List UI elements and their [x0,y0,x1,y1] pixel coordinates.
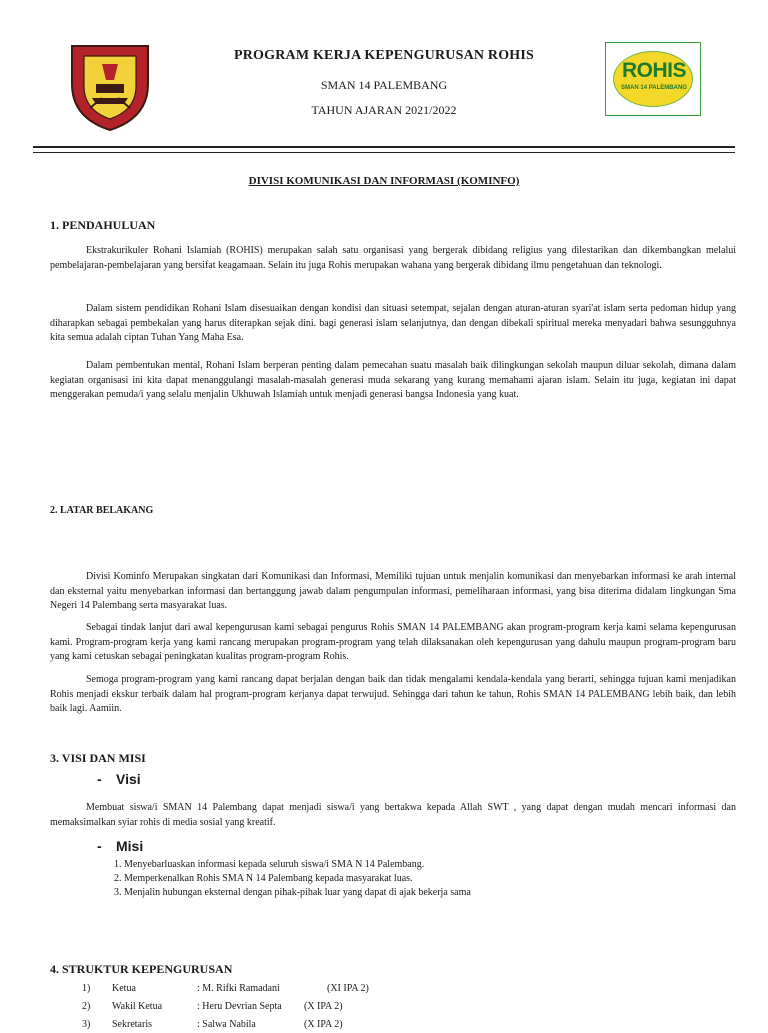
document-title: PROGRAM KERJA KEPENGURUSAN ROHIS [233,48,535,63]
org-row [82,983,642,997]
school-name: SMAN 14 PALEMBANG [320,78,448,92]
org-row [82,1019,642,1033]
misi-list-item: 3. Menjalin hubungan eksternal dengan pihak-pihak luar yang dapat di ajak bekerja sama [114,887,471,898]
org-number: 1) [82,983,91,994]
paragraph: Semoga program-program yang kami rancang dapat berjalan dengan baik dan tidak mengalami kendala-kendala yang berarti, sehingga tujuan kami menjadikan Rohis menjadi ekskur terbaik dalam hal program-program kerjanya dapat terwujud. Sehingga dari tahun ke tahun, Rohis SMAN 14 PALEMBANG lebih baik, dan lebih baik lagi. Aamiin. [50,674,736,714]
misi-dash: - [97,838,102,854]
misi-list-item: 1. Menyebarluaskan informasi kepada seluruh siswa/i SMA N 14 Palembang. [114,859,425,870]
org-name: : M. Rifki Ramadani [197,983,280,994]
section-heading-visi-misi: 3. VISI DAN MISI [50,751,146,765]
org-name: : Salwa Nabila [197,1019,256,1030]
paragraph: Dalam pembentukan mental, Rohani Islam berperan penting dalam pemecahan suatu masalah baik dilingkungan sekolah maupun diluar sekolah, dimana dalam kegiatan organisasi ini kita dapat menanggulangi masalah-masalah generasi muda sekarang yang kurang memahami ajaran islam. Selain itu juga, kegiatan ini dapat menggerakan pemuda/i yang selalu menjalin Ukhuwah Islamiah untuk menjadi generasi bangsa Indonesia yang kuat. [50,360,736,400]
org-row [82,1001,642,1015]
org-role: Ketua [112,983,136,994]
academic-year: TAHUN AJARAN 2021/2022 [311,103,457,117]
section-heading-struktur: 4. STRUKTUR KEPENGURUSAN [50,962,233,976]
org-role: Wakil Ketua [112,1001,163,1012]
visi-paragraph: Membuat siswa/i SMAN 14 Palembang dapat menjadi siswa/i yang bertakwa kepada Allah SWT , yang dapat dengan mudah mencari informasi dan memaksimalkan syiar rohis di media sosial yang kreatif. [50,802,736,828]
header-divider-thick [33,146,735,148]
rohis-logo [605,42,701,116]
org-number: 2) [82,1001,91,1012]
section-heading-latar-belakang: 2. LATAR BELAKANG [50,505,154,516]
section-heading-pendahuluan: 1. PENDAHULUAN [50,218,156,232]
paragraph: Dalam sistem pendidikan Rohani Islam disesuaikan dengan kondisi dan situasi setempat, sejalan dengan aturan-aturan syari'at islam serta pedoman hidup yang diharapkan sebagai pembekalan yang harus diterapkan sejak dini. bagi generasi islam selanjutnya, dan dengan dibekali spiritual mereka menyadari bahwa sesungguhnya kita semua adalah ciptan Tuhan Yang Maha Esa. [50,303,736,343]
paragraph: Sebagai tindak lanjut dari awal kepengurusan kami sebagai pengurus Rohis SMAN 14 PALEMBANG akan program-program kerja kami selama kepengurusan kami. Program-program kerja yang kami rancang merupakan program-program yang telah dilaksanakan oleh kepengurusan yang dahulu maupun program-program baru yang kami cetuskan sebagai peningkatan kualitas program-program Rohis. [50,622,736,662]
org-class: (X IPA 2) [304,1019,343,1030]
misi-list-item: 2. Memperkenalkan Rohis SMA N 14 Palembang kepada masyarakat luas. [114,873,413,884]
division-title: DIVISI KOMUNIKASI DAN INFORMASI (KOMINFO) [248,175,520,187]
org-name: : Heru Devrian Septa [197,1001,282,1012]
misi-heading: Misi [116,838,144,854]
paragraph: Divisi Kominfo Merupakan singkatan dari Komunikasi dan Informasi, Memiliki tujuan untuk menjalin komunikasi dan menyebarkan informasi ke arah internal dan eksternal yaitu menyebarkan informasi dan bertanggung jawab dalam pengumpulan informasi, pemeliharaan informasi, yang bisa diterima didalam lingkungan Sma Negeri 14 Palembang serta masyarakat luas. [50,571,736,611]
header-divider-thin [33,152,735,153]
visi-heading: Visi [116,771,141,787]
org-class: (XI IPA 2) [327,983,369,994]
visi-dash: - [97,771,102,787]
org-role: Sekretaris [112,1019,152,1030]
org-number: 3) [82,1019,91,1030]
rohis-logo-word: ROHIS [621,59,686,82]
org-class: (X IPA 2) [304,1001,343,1012]
rohis-logo-tagline: SMAN 14 PALEMBANG [621,85,687,91]
paragraph: Ekstrakurikuler Rohani Islamiah (ROHIS) merupakan salah satu organisasi yang bergerak dibidang religius yang dilestarikan dan dikembangkan melalui pembelajaran-pembelajaran yang bersifat keagamaan. Selain itu juga Rohis merupakan wahana yang bergerak dibidang ilmu pengetahuan dan teknologi. [50,245,736,271]
